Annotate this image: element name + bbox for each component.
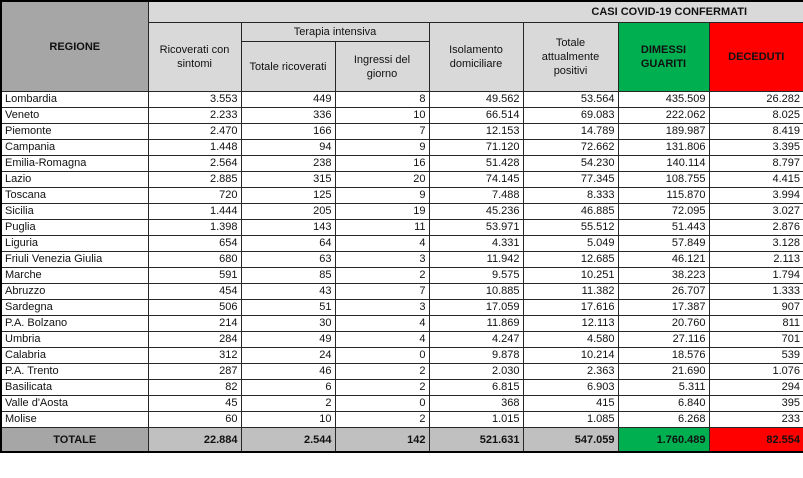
value-cell: 71.120 (429, 140, 523, 156)
value-cell: 4 (335, 332, 429, 348)
value-cell: 45 (148, 396, 241, 412)
total-deceduti: 82.554 (709, 428, 803, 452)
value-cell: 64 (241, 236, 335, 252)
value-cell: 51.443 (618, 220, 709, 236)
region-name: P.A. Bolzano (1, 316, 148, 332)
region-name: P.A. Trento (1, 364, 148, 380)
region-name: Liguria (1, 236, 148, 252)
header-ingressi-del-giorno: Ingressi del giorno (335, 42, 429, 92)
value-cell: 94 (241, 140, 335, 156)
table-row (1, 172, 803, 188)
value-cell: 11.382 (523, 284, 618, 300)
value-cell: 5.049 (523, 236, 618, 252)
region-name: Emilia-Romagna (1, 156, 148, 172)
value-cell: 720 (148, 188, 241, 204)
table-row (1, 300, 803, 316)
value-cell: 3 (335, 300, 429, 316)
value-cell: 2 (335, 268, 429, 284)
table-row (1, 124, 803, 140)
value-cell: 43 (241, 284, 335, 300)
header-dimessi-guariti: DIMESSI GUARITI (618, 23, 709, 92)
value-cell: 214 (148, 316, 241, 332)
value-cell: 11.869 (429, 316, 523, 332)
table-title: CASI COVID-19 CONFERMATI (148, 1, 803, 23)
value-cell: 17.059 (429, 300, 523, 316)
value-cell: 5.311 (618, 380, 709, 396)
header-regione: REGIONE (1, 1, 148, 92)
region-name: Veneto (1, 108, 148, 124)
value-cell: 66.514 (429, 108, 523, 124)
value-cell: 10.251 (523, 268, 618, 284)
table-row (1, 348, 803, 364)
value-cell: 2 (241, 396, 335, 412)
value-cell: 8.797 (709, 156, 803, 172)
total-ricoverati-sintomi: 22.884 (148, 428, 241, 452)
value-cell: 368 (429, 396, 523, 412)
value-cell: 77.345 (523, 172, 618, 188)
value-cell: 2 (335, 380, 429, 396)
region-name: Calabria (1, 348, 148, 364)
value-cell: 2.564 (148, 156, 241, 172)
region-name: Toscana (1, 188, 148, 204)
value-cell: 55.512 (523, 220, 618, 236)
value-cell: 11 (335, 220, 429, 236)
value-cell: 4.580 (523, 332, 618, 348)
value-cell: 17.387 (618, 300, 709, 316)
value-cell: 85 (241, 268, 335, 284)
header-isolamento-domiciliare: Isolamento domiciliare (429, 23, 523, 92)
value-cell: 49 (241, 332, 335, 348)
header-terapia-intensiva: Terapia intensiva (241, 23, 429, 42)
header-totale-attualmente-positivi: Totale attualmente positivi (523, 23, 618, 92)
value-cell: 131.806 (618, 140, 709, 156)
value-cell: 2.113 (709, 252, 803, 268)
value-cell: 16 (335, 156, 429, 172)
value-cell: 3.128 (709, 236, 803, 252)
value-cell: 69.083 (523, 108, 618, 124)
region-name: Friuli Venezia Giulia (1, 252, 148, 268)
value-cell: 26.282 (709, 92, 803, 108)
table-row (1, 220, 803, 236)
value-cell: 284 (148, 332, 241, 348)
value-cell: 7 (335, 284, 429, 300)
table-row (1, 332, 803, 348)
value-cell: 315 (241, 172, 335, 188)
value-cell: 20.760 (618, 316, 709, 332)
value-cell: 9.575 (429, 268, 523, 284)
table-row (1, 252, 803, 268)
value-cell: 454 (148, 284, 241, 300)
value-cell: 1.444 (148, 204, 241, 220)
value-cell: 10 (335, 108, 429, 124)
value-cell: 14.789 (523, 124, 618, 140)
value-cell: 6.268 (618, 412, 709, 428)
value-cell: 26.707 (618, 284, 709, 300)
table-row (1, 364, 803, 380)
value-cell: 10 (241, 412, 335, 428)
value-cell: 3.027 (709, 204, 803, 220)
value-cell: 9 (335, 188, 429, 204)
table-row (1, 92, 803, 108)
value-cell: 166 (241, 124, 335, 140)
value-cell: 8 (335, 92, 429, 108)
value-cell: 1.333 (709, 284, 803, 300)
value-cell: 46.885 (523, 204, 618, 220)
value-cell: 6 (241, 380, 335, 396)
region-name: Campania (1, 140, 148, 156)
header-totale-ricoverati: Totale ricoverati (241, 42, 335, 92)
value-cell: 3.553 (148, 92, 241, 108)
value-cell: 20 (335, 172, 429, 188)
value-cell: 222.062 (618, 108, 709, 124)
value-cell: 395 (709, 396, 803, 412)
value-cell: 435.509 (618, 92, 709, 108)
value-cell: 60 (148, 412, 241, 428)
total-row (1, 428, 803, 452)
value-cell: 539 (709, 348, 803, 364)
region-name: Piemonte (1, 124, 148, 140)
value-cell: 8.419 (709, 124, 803, 140)
value-cell: 51 (241, 300, 335, 316)
value-cell: 12.153 (429, 124, 523, 140)
value-cell: 4.247 (429, 332, 523, 348)
region-name: Marche (1, 268, 148, 284)
total-attualmente-positivi: 547.059 (523, 428, 618, 452)
value-cell: 449 (241, 92, 335, 108)
value-cell: 72.095 (618, 204, 709, 220)
region-name: Sicilia (1, 204, 148, 220)
header-deceduti: DECEDUTI (709, 23, 803, 92)
value-cell: 2.030 (429, 364, 523, 380)
value-cell: 1.085 (523, 412, 618, 428)
value-cell: 2.470 (148, 124, 241, 140)
value-cell: 506 (148, 300, 241, 316)
header-ricoverati-con-sintomi: Ricoverati con sintomi (148, 23, 241, 92)
value-cell: 46 (241, 364, 335, 380)
value-cell: 2.885 (148, 172, 241, 188)
value-cell: 189.987 (618, 124, 709, 140)
value-cell: 2.233 (148, 108, 241, 124)
value-cell: 2 (335, 364, 429, 380)
value-cell: 336 (241, 108, 335, 124)
region-name: Puglia (1, 220, 148, 236)
value-cell: 4 (335, 316, 429, 332)
value-cell: 233 (709, 412, 803, 428)
value-cell: 811 (709, 316, 803, 332)
value-cell: 9 (335, 140, 429, 156)
value-cell: 7.488 (429, 188, 523, 204)
value-cell: 3.994 (709, 188, 803, 204)
value-cell: 294 (709, 380, 803, 396)
total-terapia-intensiva: 2.544 (241, 428, 335, 452)
table-row (1, 380, 803, 396)
value-cell: 0 (335, 348, 429, 364)
value-cell: 3.395 (709, 140, 803, 156)
title-row (1, 1, 803, 23)
value-cell: 1.076 (709, 364, 803, 380)
value-cell: 82 (148, 380, 241, 396)
value-cell: 4.331 (429, 236, 523, 252)
value-cell: 1.398 (148, 220, 241, 236)
value-cell: 10.214 (523, 348, 618, 364)
value-cell: 1.015 (429, 412, 523, 428)
value-cell: 11.942 (429, 252, 523, 268)
value-cell: 17.616 (523, 300, 618, 316)
value-cell: 24 (241, 348, 335, 364)
table-body (1, 92, 803, 428)
value-cell: 0 (335, 396, 429, 412)
value-cell: 312 (148, 348, 241, 364)
value-cell: 51.428 (429, 156, 523, 172)
value-cell: 72.662 (523, 140, 618, 156)
value-cell: 49.562 (429, 92, 523, 108)
region-name: Abruzzo (1, 284, 148, 300)
value-cell: 125 (241, 188, 335, 204)
value-cell: 6.903 (523, 380, 618, 396)
value-cell: 140.114 (618, 156, 709, 172)
value-cell: 287 (148, 364, 241, 380)
value-cell: 591 (148, 268, 241, 284)
value-cell: 2.876 (709, 220, 803, 236)
value-cell: 6.840 (618, 396, 709, 412)
value-cell: 415 (523, 396, 618, 412)
value-cell: 907 (709, 300, 803, 316)
value-cell: 27.116 (618, 332, 709, 348)
value-cell: 115.870 (618, 188, 709, 204)
total-label: TOTALE (1, 428, 148, 452)
table-row (1, 204, 803, 220)
table-row (1, 316, 803, 332)
value-cell: 21.690 (618, 364, 709, 380)
value-cell: 63 (241, 252, 335, 268)
value-cell: 30 (241, 316, 335, 332)
value-cell: 8.333 (523, 188, 618, 204)
total-isolamento-domiciliare: 521.631 (429, 428, 523, 452)
value-cell: 8.025 (709, 108, 803, 124)
value-cell: 18.576 (618, 348, 709, 364)
value-cell: 53.971 (429, 220, 523, 236)
value-cell: 74.145 (429, 172, 523, 188)
table-row (1, 268, 803, 284)
region-name: Lazio (1, 172, 148, 188)
value-cell: 46.121 (618, 252, 709, 268)
value-cell: 57.849 (618, 236, 709, 252)
value-cell: 1.794 (709, 268, 803, 284)
value-cell: 38.223 (618, 268, 709, 284)
value-cell: 654 (148, 236, 241, 252)
value-cell: 238 (241, 156, 335, 172)
region-name: Basilicata (1, 380, 148, 396)
region-name: Valle d'Aosta (1, 396, 148, 412)
total-ingressi-giorno: 142 (335, 428, 429, 452)
value-cell: 4 (335, 236, 429, 252)
region-name: Lombardia (1, 92, 148, 108)
value-cell: 45.236 (429, 204, 523, 220)
value-cell: 7 (335, 124, 429, 140)
value-cell: 10.885 (429, 284, 523, 300)
table-row (1, 156, 803, 172)
value-cell: 9.878 (429, 348, 523, 364)
value-cell: 2.363 (523, 364, 618, 380)
table-row (1, 396, 803, 412)
value-cell: 108.755 (618, 172, 709, 188)
table-row (1, 108, 803, 124)
value-cell: 143 (241, 220, 335, 236)
value-cell: 1.448 (148, 140, 241, 156)
value-cell: 4.415 (709, 172, 803, 188)
value-cell: 2 (335, 412, 429, 428)
region-name: Sardegna (1, 300, 148, 316)
region-name: Umbria (1, 332, 148, 348)
value-cell: 12.685 (523, 252, 618, 268)
table-row (1, 412, 803, 428)
table-row (1, 236, 803, 252)
value-cell: 205 (241, 204, 335, 220)
total-dimessi-guariti: 1.760.489 (618, 428, 709, 452)
table-row (1, 284, 803, 300)
region-name: Molise (1, 412, 148, 428)
value-cell: 680 (148, 252, 241, 268)
table-row (1, 188, 803, 204)
value-cell: 19 (335, 204, 429, 220)
value-cell: 53.564 (523, 92, 618, 108)
table-row (1, 140, 803, 156)
value-cell: 54.230 (523, 156, 618, 172)
value-cell: 12.113 (523, 316, 618, 332)
value-cell: 3 (335, 252, 429, 268)
value-cell: 6.815 (429, 380, 523, 396)
value-cell: 701 (709, 332, 803, 348)
